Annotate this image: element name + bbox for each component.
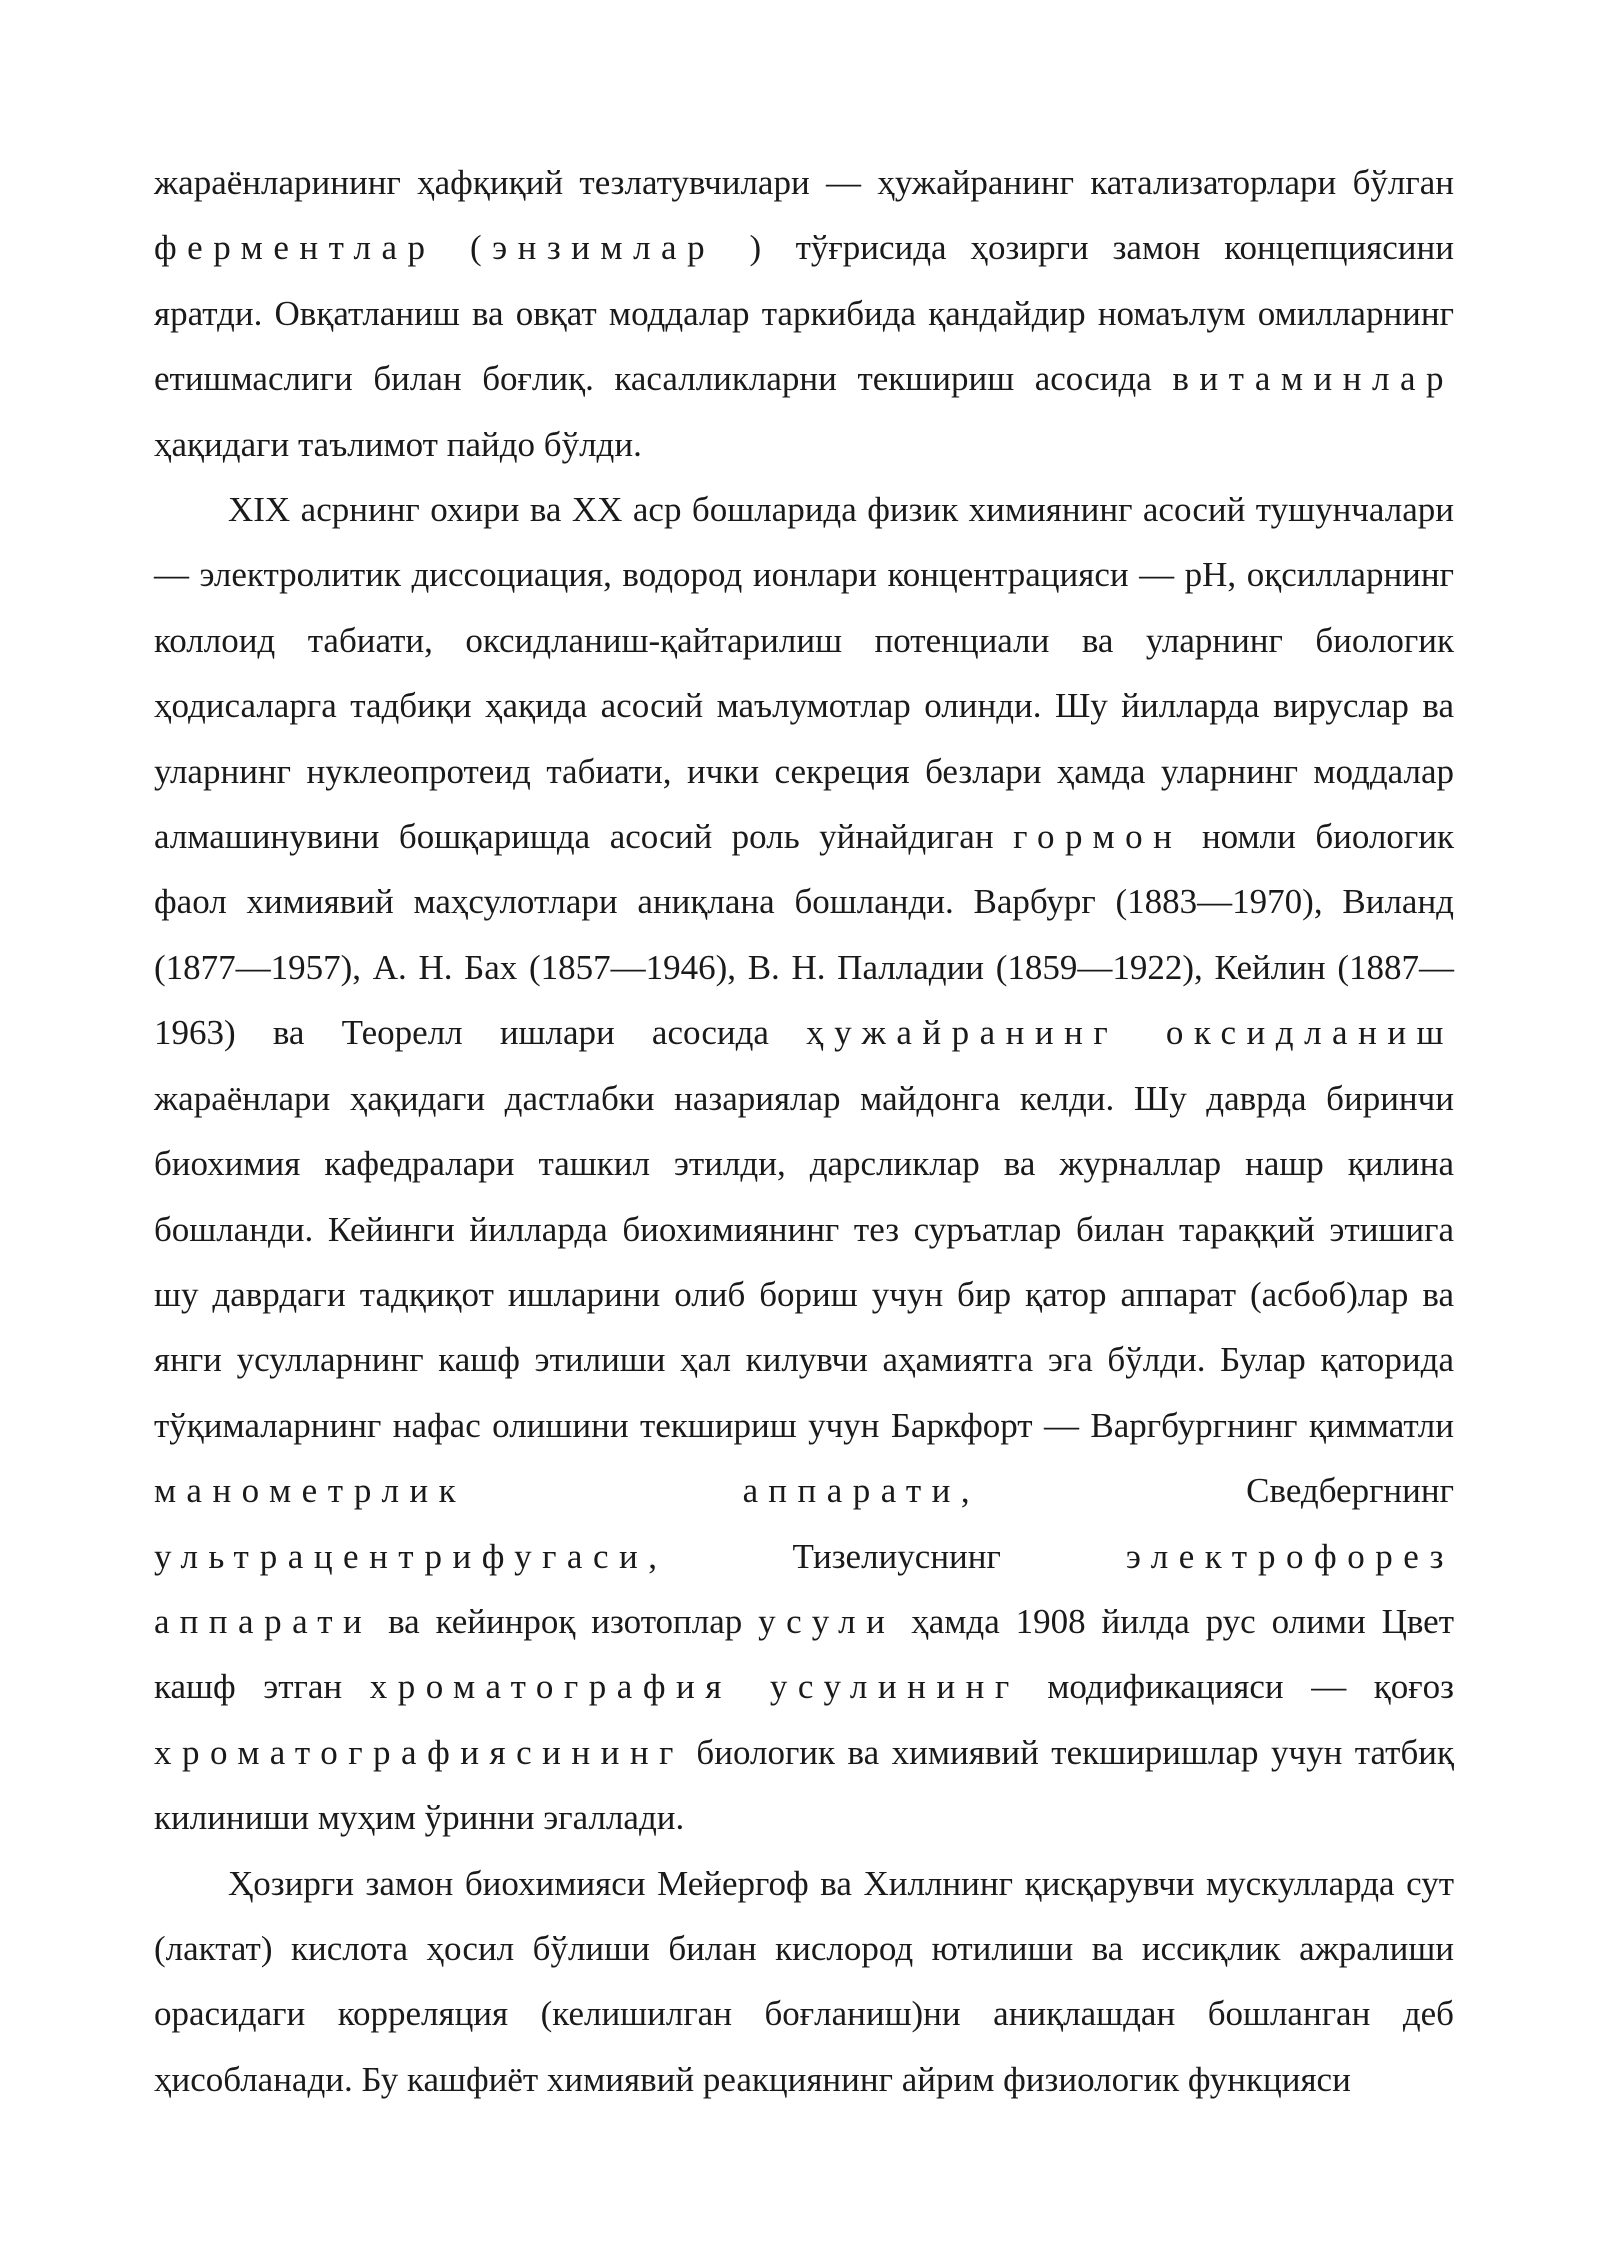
paragraph-3: [154, 1851, 1454, 2113]
text-segment: жараёнларининг ҳафқиқий тезлатувчилари — ҳужайранинг катализаторлари бўлган: [154, 163, 1454, 202]
spaced-term: ультрацентрифугаси,: [154, 1536, 668, 1576]
text-segment: ва кейинроқ изотоплар: [372, 1601, 759, 1641]
paragraph-1: [154, 150, 1454, 477]
spaced-term: манометрлик аппарати,: [154, 1471, 981, 1511]
text-segment: номли биологик фаол химиявий маҳсулотлари аниқлана бошланди. Варбург (1883—1970), Виланд (1877—1957), А. Н. Бах (1857—1946), В. Н. Палладии (1859—1922), Кейлин (1887—1963) ва Теорелл ишлари асосида: [154, 817, 1454, 1053]
text-segment: ҳақидаги таълимот пайдо бўлди.: [154, 424, 642, 464]
text-segment: XIX асрнинг охири ва XX аср бошларида физик химиянинг асосий тушунчалари — электролитик диссоциация, водород ионлари концентрацияси — рН, оқсилларнинг коллоид табиати, оксидланиш-қайтарилиш потенциали ва уларнинг биологик ҳодисаларга тадбиқи ҳақида асосий маълумотлар олинди. Шу йилларда вируслар ва уларнинг нуклеопротеид табиати, ички секреция безлари ҳамда уларнинг моддалар алмашинувини бошқаришда асосий роль уйнайдиган: [154, 490, 1454, 857]
text-segment: Тизелиуснинг: [667, 1536, 1126, 1576]
text-segment: Сведбергнинг: [980, 1471, 1454, 1511]
spaced-term: усули: [758, 1601, 896, 1641]
spaced-term: хроматографиясининг: [154, 1732, 684, 1772]
text-segment: Ҳозирги замон биохимияси Мейергоф ва Хиллнинг қисқарувчи мускулларда сут (лактат) кислота ҳосил бўлиши билан кислород ютилиши ва иссиқлик ажралиши орасидаги корреляция (келишилган боғланиш)ни аниқлашдан бошланган деб ҳисобланади. Бу кашфиёт химиявий реакциянинг айрим физиологик функцияси: [154, 1863, 1454, 2099]
spaced-term: хроматография усулининг: [369, 1667, 1020, 1707]
spaced-term: витаминлар: [1172, 359, 1454, 399]
spaced-term: ферментлар (энзимлар ): [154, 228, 772, 268]
spaced-term: ҳужайранинг оксидланиш: [806, 1013, 1455, 1053]
paragraph-2: [154, 477, 1454, 1851]
spaced-term: электрофорез аппарати: [154, 1536, 1454, 1641]
text-segment: жараёнлари ҳақидаги дастлабки назариялар майдонга келди. Шу даврда биринчи биохимия кафедралари ташкил этилди, дарсликлар ва журналлар нашр қилина бошланди. Кейинги йилларда биохимиянинг тез суръатлар билан тараққий этишига шу даврдаги тадқиқот ишларини олиб бориш учун бир қатор аппарат (асбоб)лар ва янги усулларнинг кашф этилиши ҳал килувчи аҳамиятга эга бўлди. Булар қаторида тўқималарнинг нафас олишини текшириш учун Баркфорт — Варгбургнинг қимматли: [154, 1078, 1454, 1445]
text-segment: тўғрисида ҳозирги замон концепциясини яратди. Овқатланиш ва овқат моддалар таркибида қандайдир номаълум омилларнинг етишмаслиги билан боғлиқ. касалликларни текшириш асосида: [154, 228, 1454, 399]
text-segment: модификацияси — қоғоз: [1019, 1667, 1454, 1707]
document-page: [154, 150, 1454, 2112]
spaced-term: гормон: [1013, 817, 1183, 857]
text-segment: ҳамда 1908 йилда рус олими Цвет кашф этган: [154, 1601, 1454, 1707]
text-segment: биологик ва химиявий текширишлар учун татбиқ килиниши муҳим ўринни эгаллади.: [154, 1732, 1454, 1838]
